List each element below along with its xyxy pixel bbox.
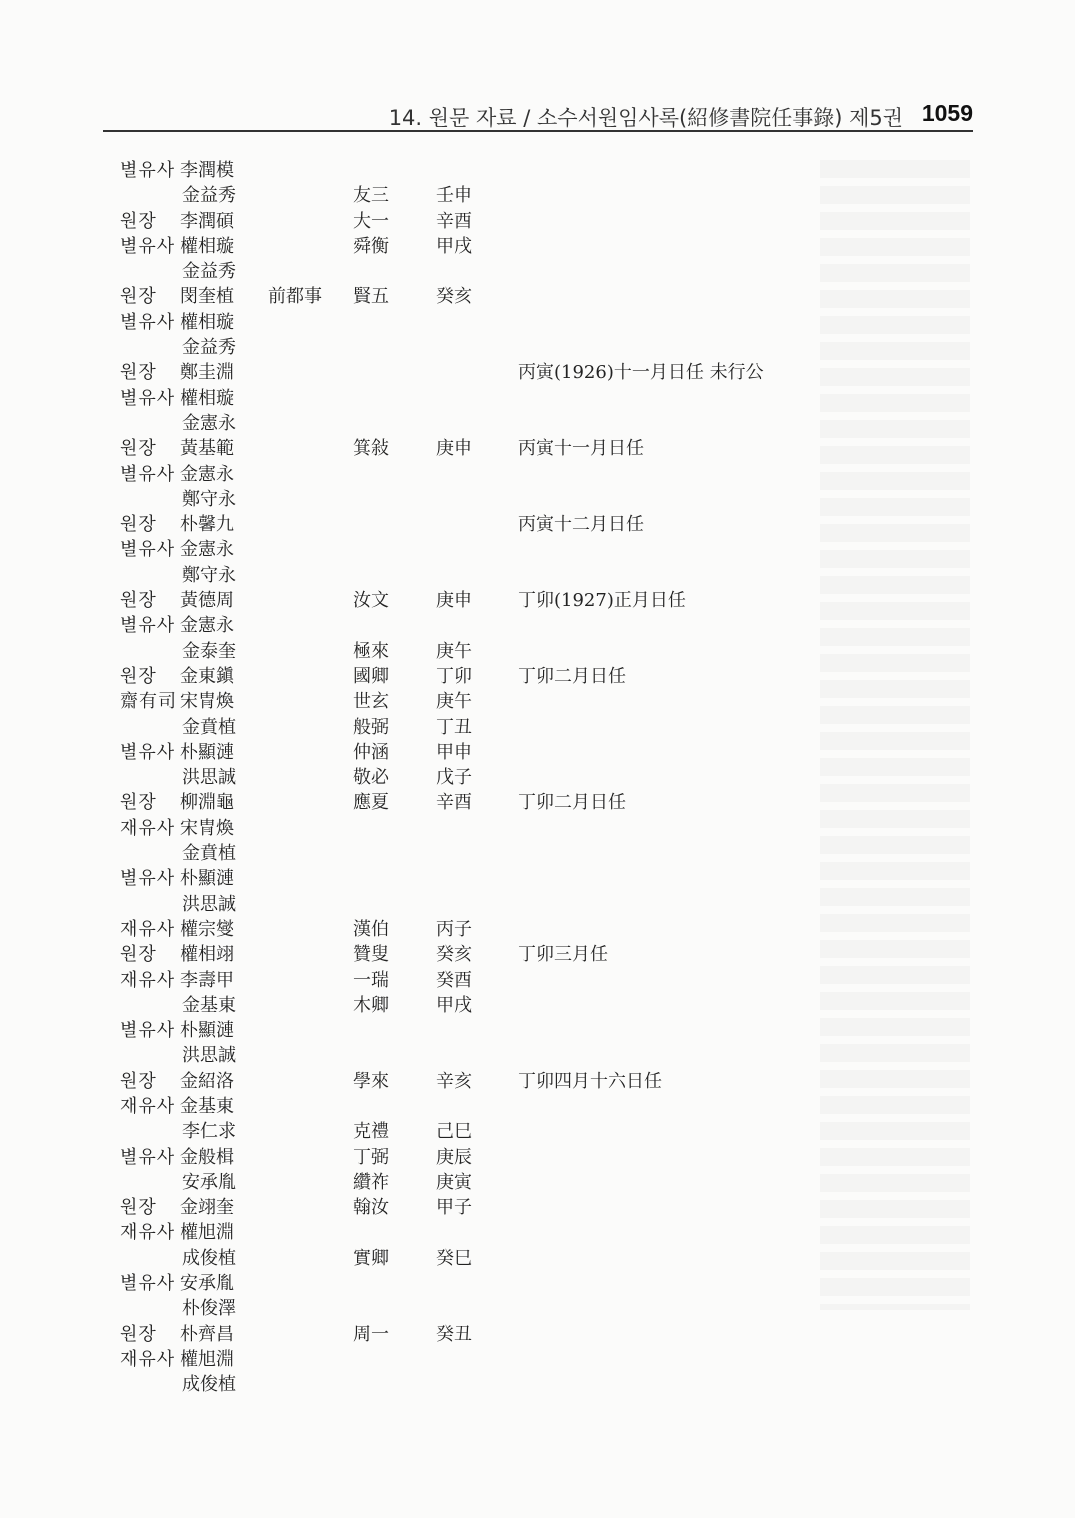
person-name: 洪思誠 xyxy=(182,1045,236,1067)
courtesy-name: 極來 xyxy=(353,640,389,662)
courtesy-name: 汝文 xyxy=(353,590,389,612)
person-name: 權相璇 xyxy=(180,235,234,257)
birth-year: 癸丑 xyxy=(436,1323,472,1345)
register-row xyxy=(0,917,1075,942)
person-name: 李潤模 xyxy=(180,160,234,181)
person-name: 金基東 xyxy=(182,994,236,1016)
register-row xyxy=(0,1018,1075,1043)
courtesy-name: 敬必 xyxy=(353,767,389,789)
person-name: 鄭守永 xyxy=(182,564,236,586)
register-row xyxy=(0,1322,1075,1347)
person-name: 朴俊澤 xyxy=(182,1298,236,1320)
running-header xyxy=(103,100,973,132)
register-row xyxy=(0,715,1075,740)
courtesy-name: 周一 xyxy=(353,1323,389,1345)
birth-year: 辛亥 xyxy=(436,1070,472,1092)
appointment-note: 丁卯二月日任 xyxy=(518,665,626,687)
register-row xyxy=(0,411,1075,436)
birth-year: 辛酉 xyxy=(436,210,472,232)
role-label: 별유사 xyxy=(120,539,176,561)
person-name: 金賁植 xyxy=(182,843,236,865)
person-name: 權旭淵 xyxy=(180,1348,234,1370)
person-name: 安承胤 xyxy=(182,1171,236,1193)
register-row xyxy=(0,259,1075,284)
courtesy-name: 箕敍 xyxy=(353,438,389,460)
role-label: 원장 xyxy=(120,286,157,308)
birth-year: 壬申 xyxy=(436,185,472,207)
person-name: 朴顯漣 xyxy=(180,741,234,763)
register-list xyxy=(0,158,1075,1398)
person-name: 洪思誠 xyxy=(182,767,236,789)
role-label: 원장 xyxy=(120,210,157,232)
role-label: 별유사 xyxy=(120,741,176,763)
register-row xyxy=(0,1296,1075,1321)
register-row xyxy=(0,740,1075,765)
appointment-note: 丁卯(1927)正月日任 xyxy=(518,590,686,612)
register-row xyxy=(0,209,1075,234)
courtesy-name: 漢伯 xyxy=(353,918,389,940)
role-label: 별유사 xyxy=(120,615,176,637)
birth-year: 辛酉 xyxy=(436,792,472,814)
person-name: 成俊植 xyxy=(182,1247,236,1269)
person-name: 金益秀 xyxy=(182,337,236,359)
person-name: 成俊植 xyxy=(182,1374,236,1396)
birth-year: 丙子 xyxy=(436,918,472,940)
person-name: 金紹洛 xyxy=(180,1070,234,1092)
person-name: 金泰奎 xyxy=(182,640,236,662)
role-label: 별유사 xyxy=(120,1146,176,1168)
register-row xyxy=(0,1246,1075,1271)
person-name: 金憲永 xyxy=(180,463,234,485)
birth-year: 丁丑 xyxy=(436,716,472,738)
register-row xyxy=(0,563,1075,588)
register-row xyxy=(0,588,1075,613)
person-name: 黃基範 xyxy=(180,438,234,460)
person-name: 閔奎植 xyxy=(180,286,234,308)
appointment-note: 丙寅(1926)十一月日任 未行公 xyxy=(518,362,764,384)
person-name: 朴馨九 xyxy=(180,514,234,536)
register-row xyxy=(0,183,1075,208)
register-row xyxy=(0,816,1075,841)
birth-year: 己巳 xyxy=(436,1121,472,1143)
register-row xyxy=(0,1094,1075,1119)
register-row xyxy=(0,234,1075,259)
person-name: 金憲永 xyxy=(180,615,234,637)
register-row xyxy=(0,1043,1075,1068)
courtesy-name: 應夏 xyxy=(353,792,389,814)
role-label: 별유사 xyxy=(120,1020,176,1042)
person-name: 金憲永 xyxy=(180,539,234,561)
birth-year: 庚申 xyxy=(436,590,472,612)
person-name: 金賁植 xyxy=(182,716,236,738)
role-label: 원장 xyxy=(120,590,157,612)
birth-year: 癸亥 xyxy=(436,286,472,308)
register-row xyxy=(0,436,1075,461)
person-name: 權旭淵 xyxy=(180,1222,234,1244)
birth-year: 癸亥 xyxy=(436,944,472,966)
role-label: 별유사 xyxy=(120,1273,176,1295)
person-name: 金般楫 xyxy=(180,1146,234,1168)
register-row xyxy=(0,1145,1075,1170)
birth-year: 庚申 xyxy=(436,438,472,460)
birth-year: 癸巳 xyxy=(436,1247,472,1269)
register-row xyxy=(0,158,1075,183)
register-row xyxy=(0,1170,1075,1195)
role-label: 재유사 xyxy=(120,969,176,991)
courtesy-name: 友三 xyxy=(353,185,389,207)
person-name: 朴顯漣 xyxy=(180,868,234,890)
birth-year: 甲子 xyxy=(436,1197,472,1219)
register-row xyxy=(0,284,1075,309)
role-label: 원장 xyxy=(120,944,157,966)
role-label: 재유사 xyxy=(120,1348,176,1370)
courtesy-name: 丁弼 xyxy=(353,1146,389,1168)
register-row xyxy=(0,1220,1075,1245)
birth-year: 丁卯 xyxy=(436,665,472,687)
register-row xyxy=(0,613,1075,638)
birth-year: 戊子 xyxy=(436,767,472,789)
header-title: 14. 원문 자료 / 소수서원임사록(紹修書院任事錄) 제5권 xyxy=(388,106,903,130)
register-row xyxy=(0,537,1075,562)
role-label: 원장 xyxy=(120,1070,157,1092)
role-label: 원장 xyxy=(120,665,157,687)
courtesy-name: 纘祚 xyxy=(353,1171,389,1193)
role-label: 원장 xyxy=(120,792,157,814)
birth-year: 甲戌 xyxy=(436,994,472,1016)
role-label: 별유사 xyxy=(120,160,176,181)
person-name: 權相翊 xyxy=(180,944,234,966)
register-row xyxy=(0,1195,1075,1220)
role-label: 원장 xyxy=(120,1323,157,1345)
role-label: 원장 xyxy=(120,362,157,384)
register-row xyxy=(0,866,1075,891)
courtesy-name: 贊叟 xyxy=(353,944,389,966)
birth-year: 庚午 xyxy=(436,691,472,713)
courtesy-name: 一瑞 xyxy=(353,969,389,991)
person-name: 金益秀 xyxy=(182,261,236,283)
register-row xyxy=(0,689,1075,714)
person-name: 黃德周 xyxy=(180,590,234,612)
role-label: 재유사 xyxy=(120,918,176,940)
register-row xyxy=(0,1372,1075,1397)
courtesy-name: 學來 xyxy=(353,1070,389,1092)
role-label: 원장 xyxy=(120,514,157,536)
person-name: 權宗燮 xyxy=(180,918,234,940)
register-row xyxy=(0,993,1075,1018)
office-title: 前都事 xyxy=(268,286,322,308)
courtesy-name: 般弼 xyxy=(353,716,389,738)
page-number: 1059 xyxy=(921,100,973,126)
courtesy-name: 大一 xyxy=(353,210,389,232)
person-name: 鄭守永 xyxy=(182,488,236,510)
birth-year: 癸酉 xyxy=(436,969,472,991)
appointment-note: 丁卯三月任 xyxy=(518,944,608,966)
person-name: 李壽甲 xyxy=(180,969,234,991)
courtesy-name: 翰汝 xyxy=(353,1197,389,1219)
person-name: 朴齊昌 xyxy=(180,1323,234,1345)
register-row xyxy=(0,360,1075,385)
courtesy-name: 實卿 xyxy=(353,1247,389,1269)
role-label: 원장 xyxy=(120,438,157,460)
role-label: 별유사 xyxy=(120,868,176,890)
person-name: 權相璇 xyxy=(180,311,234,333)
courtesy-name: 賢五 xyxy=(353,286,389,308)
birth-year: 甲戌 xyxy=(436,235,472,257)
role-label: 별유사 xyxy=(120,311,176,333)
person-name: 洪思誠 xyxy=(182,893,236,915)
role-label: 별유사 xyxy=(120,463,176,485)
role-label: 재유사 xyxy=(120,1095,176,1117)
birth-year: 庚午 xyxy=(436,640,472,662)
appointment-note: 丁卯二月日任 xyxy=(518,792,626,814)
register-row xyxy=(0,1347,1075,1372)
register-row xyxy=(0,765,1075,790)
birth-year: 庚寅 xyxy=(436,1171,472,1193)
role-label: 원장 xyxy=(120,1197,157,1219)
courtesy-name: 克禮 xyxy=(353,1121,389,1143)
person-name: 宋冑煥 xyxy=(180,817,234,839)
register-row xyxy=(0,1271,1075,1296)
birth-year: 庚辰 xyxy=(436,1146,472,1168)
courtesy-name: 世玄 xyxy=(353,691,389,713)
appointment-note: 丙寅十一月日任 xyxy=(518,438,644,460)
person-name: 金東鎭 xyxy=(180,665,234,687)
person-name: 安承胤 xyxy=(180,1273,234,1295)
register-row xyxy=(0,512,1075,537)
register-row xyxy=(0,664,1075,689)
courtesy-name: 國卿 xyxy=(353,665,389,687)
person-name: 金基東 xyxy=(180,1095,234,1117)
person-name: 鄭圭淵 xyxy=(180,362,234,384)
register-row xyxy=(0,892,1075,917)
role-label: 별유사 xyxy=(120,235,176,257)
birth-year: 甲申 xyxy=(436,741,472,763)
role-label: 齋有司 xyxy=(120,691,177,713)
person-name: 金翊奎 xyxy=(180,1197,234,1219)
appointment-note: 丁卯四月十六日任 xyxy=(518,1070,662,1092)
role-label: 재유사 xyxy=(120,817,176,839)
courtesy-name: 木卿 xyxy=(353,994,389,1016)
courtesy-name: 舜衡 xyxy=(353,235,389,257)
role-label: 재유사 xyxy=(120,1222,176,1244)
register-row xyxy=(0,968,1075,993)
person-name: 宋冑煥 xyxy=(180,691,234,713)
courtesy-name: 仲涵 xyxy=(353,741,389,763)
appointment-note: 丙寅十二月日任 xyxy=(518,514,644,536)
register-row xyxy=(0,841,1075,866)
register-row xyxy=(0,386,1075,411)
register-row xyxy=(0,790,1075,815)
person-name: 李仁求 xyxy=(182,1121,236,1143)
role-label: 별유사 xyxy=(120,387,176,409)
person-name: 金益秀 xyxy=(182,185,236,207)
person-name: 柳淵龜 xyxy=(180,792,234,814)
register-row xyxy=(0,310,1075,335)
register-row xyxy=(0,639,1075,664)
register-row xyxy=(0,487,1075,512)
register-row xyxy=(0,942,1075,967)
person-name: 朴顯漣 xyxy=(180,1020,234,1042)
register-row xyxy=(0,1069,1075,1094)
register-row xyxy=(0,335,1075,360)
person-name: 金憲永 xyxy=(182,412,236,434)
person-name: 權相璇 xyxy=(180,387,234,409)
person-name: 李潤碩 xyxy=(180,210,234,232)
register-row xyxy=(0,462,1075,487)
register-row xyxy=(0,1119,1075,1144)
